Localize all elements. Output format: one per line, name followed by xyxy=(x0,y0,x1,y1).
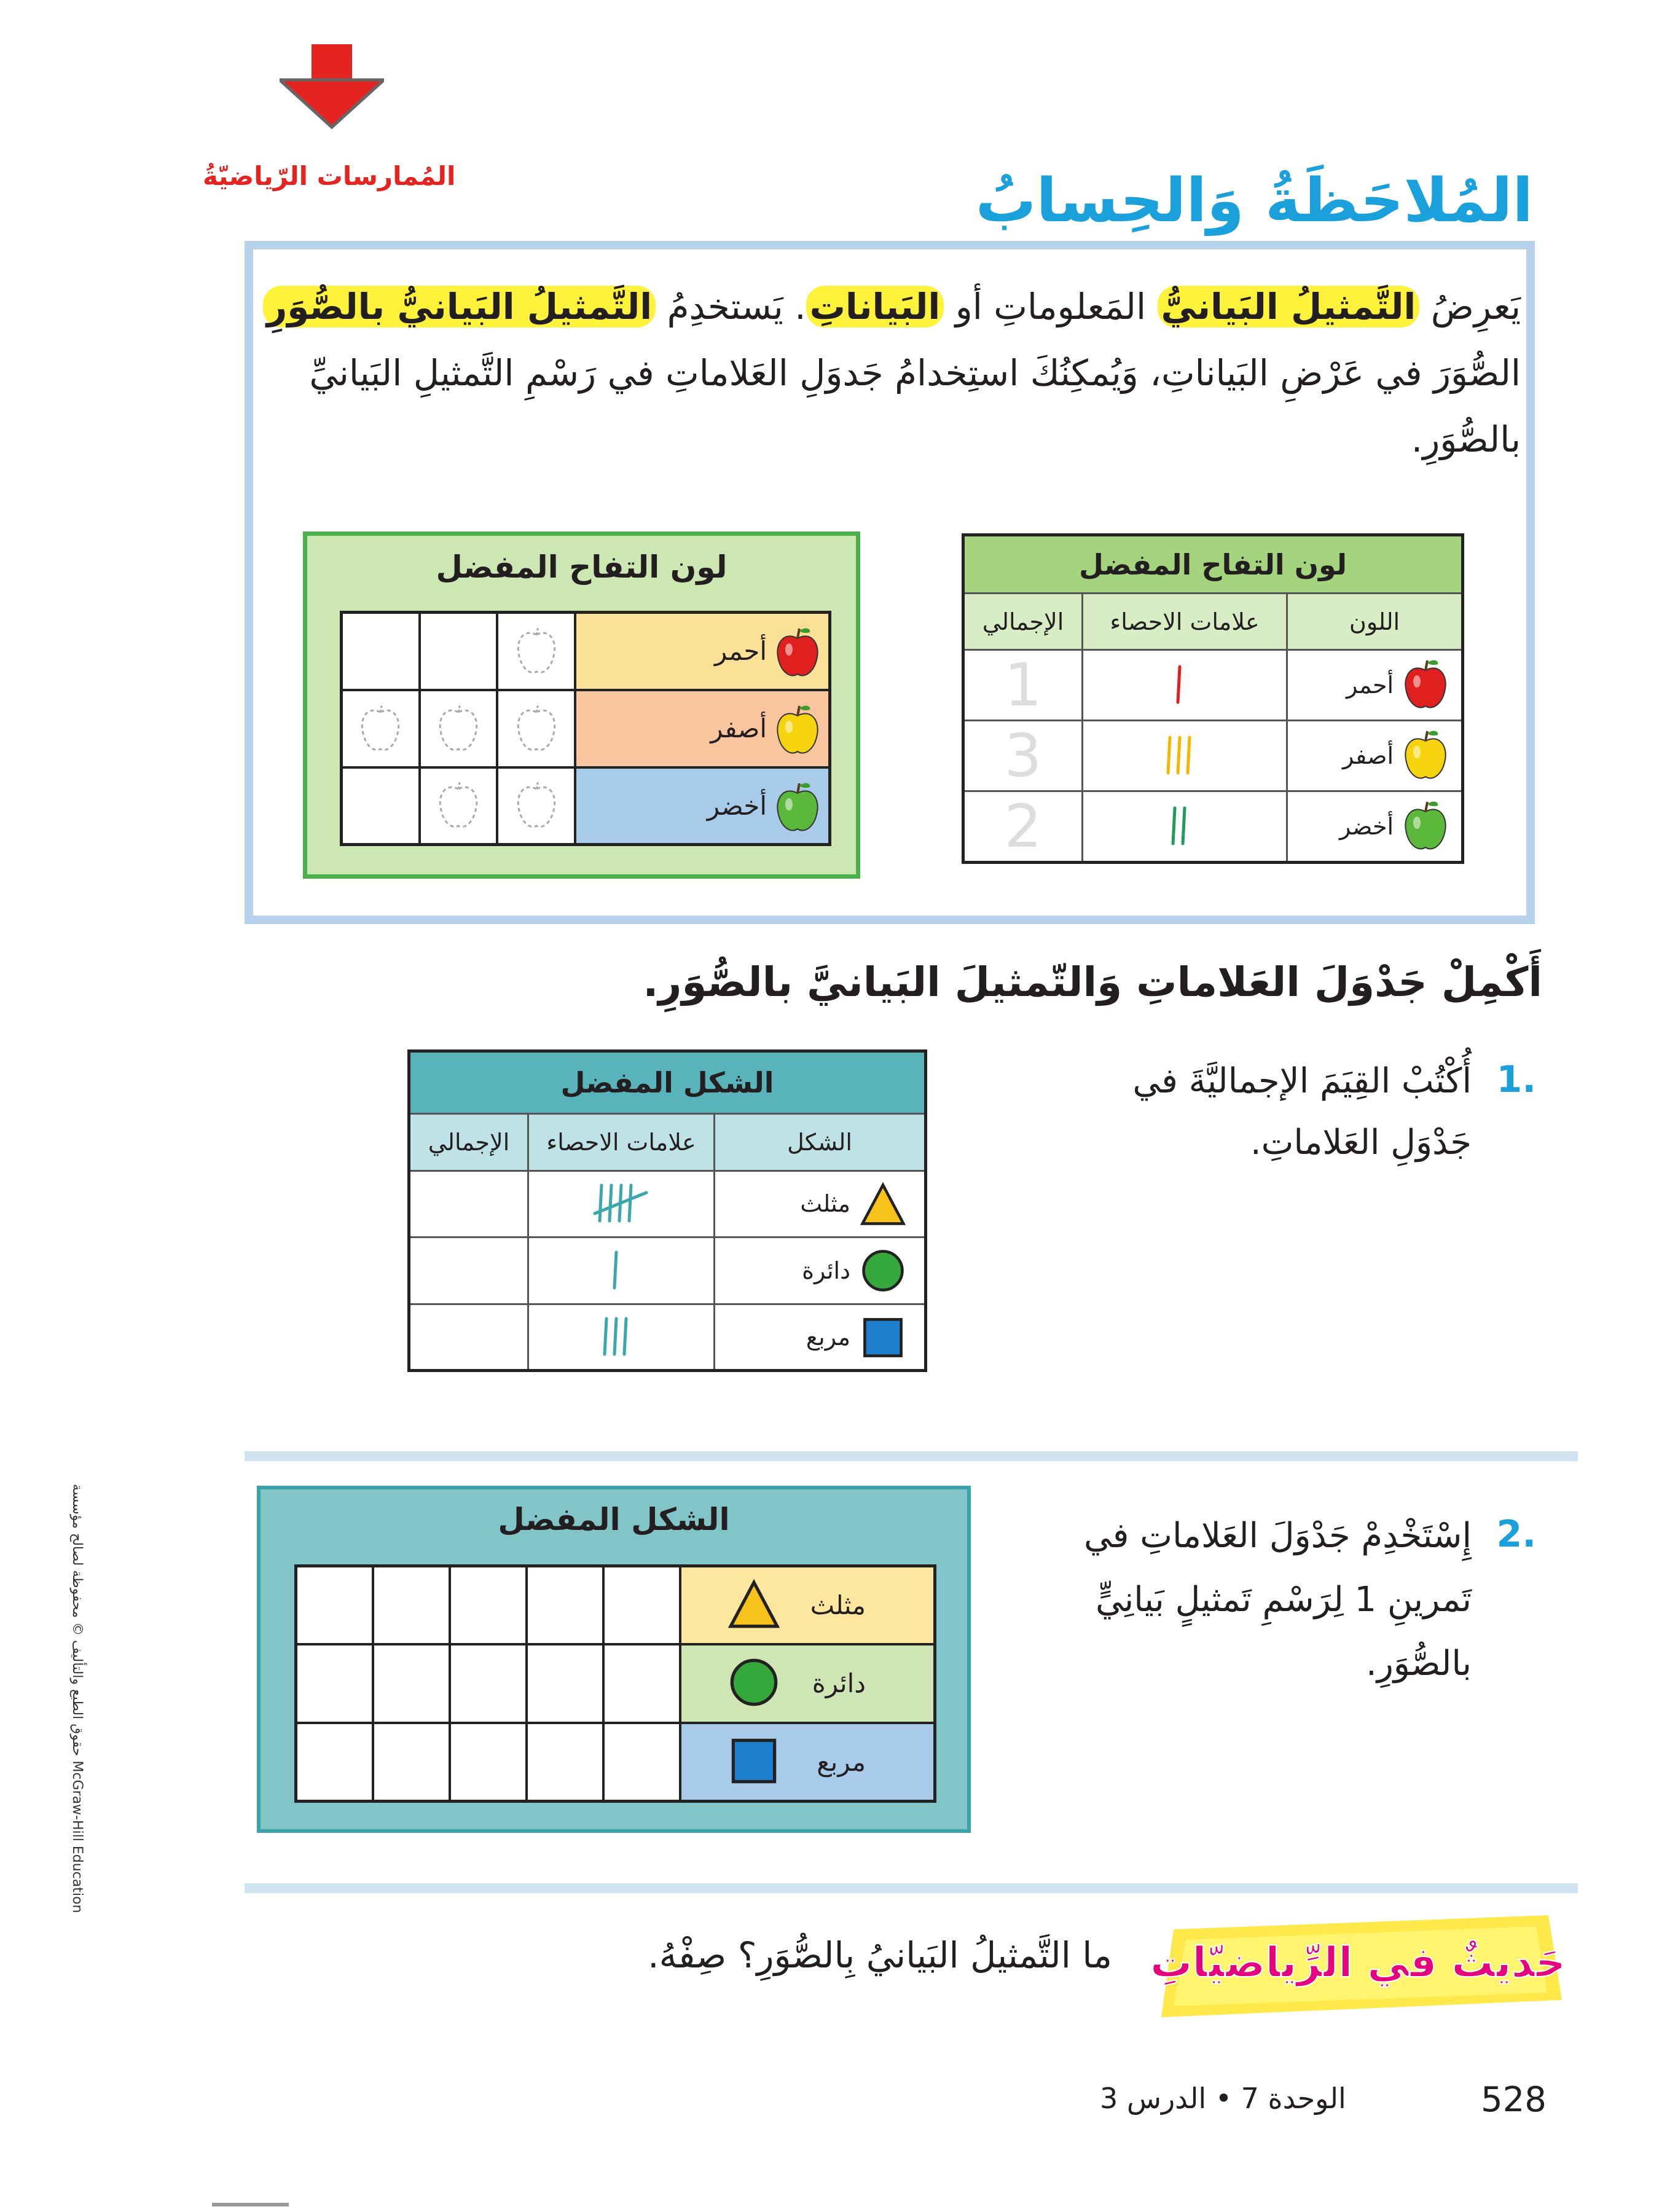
apple-tally-row xyxy=(963,791,1463,863)
shape-graph-grid xyxy=(294,1564,936,1803)
intro-text-part: يَعرِضُ xyxy=(1419,286,1521,327)
exercise-2-text: إِسْتَخْدِمْ جَدْوَلَ العَلاماتِ في تَمرينِ 1 لِرَسْمِ تَمثيلٍ بَيانِيٍّ بالصُّوَرِ. xyxy=(1083,1516,1472,1684)
tally-marks xyxy=(528,1237,715,1304)
shape-graph-row xyxy=(296,1644,935,1723)
column-header-color: اللون xyxy=(1287,594,1463,650)
empty-picture-cell[interactable] xyxy=(603,1566,680,1645)
bottom-divider xyxy=(212,2203,289,2206)
empty-picture-cell[interactable] xyxy=(450,1566,527,1645)
vocab-term-data: البَياناتِ xyxy=(806,286,944,327)
math-talk-badge xyxy=(1149,1908,1567,2025)
shape-picture-graph xyxy=(257,1486,971,1833)
square-icon xyxy=(860,1315,906,1366)
row-label-cell xyxy=(680,1644,935,1723)
shape-tally-title: الشكل المفضل xyxy=(409,1051,926,1114)
shape-tally-row xyxy=(409,1171,926,1237)
column-header-total: الإجمالي xyxy=(963,594,1083,650)
empty-picture-cell[interactable] xyxy=(527,1566,603,1645)
row-label: أصفر xyxy=(1342,742,1394,769)
tally-marks xyxy=(1083,721,1287,791)
apple-tally-row xyxy=(963,721,1463,791)
math-practices-label: المُمارسات الرّياضيّةُ xyxy=(203,161,456,191)
empty-picture-cell[interactable] xyxy=(373,1644,450,1723)
row-label-cell xyxy=(1287,650,1463,721)
square-icon xyxy=(728,1735,780,1793)
exercise-1-text: أُكْتُبْ القِيَمَ الإجماليَّةَ في جَدْوَلِ العَلاماتِ. xyxy=(1132,1061,1472,1163)
circle-icon xyxy=(860,1248,906,1299)
tally-marks xyxy=(1083,650,1287,721)
shape-graph-title: الشكل المفضل xyxy=(498,1502,730,1537)
red-apple-icon xyxy=(1402,657,1449,716)
intro-text-part: . يَستخدِمُ xyxy=(656,286,806,327)
row-label-cell xyxy=(575,690,830,767)
row-label: أصفر xyxy=(710,713,767,743)
page-title: المُلاحَظَةُ وَالحِسابُ xyxy=(975,166,1533,236)
column-header-total: الإجمالي xyxy=(409,1114,528,1171)
yellow-apple-icon xyxy=(1402,728,1449,787)
column-header-tally: علامات الاحصاء xyxy=(1083,594,1287,650)
apple-tally-title: لون التفاح المفضل xyxy=(963,535,1463,594)
picture-cell xyxy=(420,613,498,690)
row-label-cell xyxy=(1287,721,1463,791)
vocab-term-graph: التَّمثيلُ البَيانيُّ xyxy=(1158,286,1420,327)
circle-icon xyxy=(728,1657,780,1714)
tally-marks xyxy=(528,1304,715,1370)
picture-cell xyxy=(420,767,498,845)
vocab-term-picture-graph: التَّمثيلُ البَيانيُّ بالصُّوَرِ xyxy=(263,286,656,327)
row-label: أحمر xyxy=(1346,672,1394,699)
section-divider xyxy=(245,1451,1578,1461)
apple-graph-title: لون التفاح المفضل xyxy=(436,549,728,585)
row-label: أحمر xyxy=(714,636,767,667)
row-label-cell xyxy=(575,767,830,845)
row-label: أخضر xyxy=(707,790,767,821)
green-apple-icon xyxy=(1402,798,1449,858)
empty-picture-cell[interactable] xyxy=(603,1644,680,1723)
empty-picture-cell[interactable] xyxy=(296,1644,373,1723)
yellow-apple-icon xyxy=(774,702,821,763)
picture-cell xyxy=(420,690,498,767)
math-talk-question: ما التَّمثيلُ البَيانيُ بِالصُّوَرِ؟ صِفْهُ. xyxy=(648,1934,1112,1976)
empty-picture-cell[interactable] xyxy=(527,1723,603,1802)
picture-cell xyxy=(342,613,420,690)
apple-graph-row xyxy=(342,613,830,690)
exercise-1-number: 1. xyxy=(1496,1058,1536,1101)
row-label: مربع xyxy=(806,1323,850,1351)
row-label: مربع xyxy=(817,1746,866,1777)
row-label-cell xyxy=(715,1171,926,1237)
picture-cell xyxy=(342,690,420,767)
apple-tally-row xyxy=(963,650,1463,721)
picture-cell xyxy=(497,767,575,845)
empty-picture-cell[interactable] xyxy=(373,1723,450,1802)
row-label: مثلث xyxy=(810,1590,866,1621)
row-label-cell xyxy=(575,613,830,690)
row-label-cell xyxy=(1287,791,1463,863)
instruction-heading: أَكْمِلْ جَدْوَلَ العَلاماتِ وَالتّمثيلَ البَيانيَّ بالصُّوَرِ. xyxy=(643,959,1542,1006)
total-cell: 1 xyxy=(963,650,1083,721)
row-label: دائرة xyxy=(812,1668,866,1699)
apple-tally-table xyxy=(962,533,1464,864)
row-label: دائرة xyxy=(802,1257,850,1284)
apple-picture-graph xyxy=(303,531,860,879)
apple-graph-row xyxy=(342,690,830,767)
lesson-info: الوحدة 7 • الدرس 3 xyxy=(1100,2082,1346,2115)
section-divider xyxy=(245,1883,1578,1893)
down-arrow-icon xyxy=(280,44,384,130)
shape-graph-row xyxy=(296,1723,935,1802)
triangle-icon xyxy=(860,1182,906,1233)
shape-graph-row xyxy=(296,1566,935,1645)
exercise-2-number: 2. xyxy=(1496,1513,1536,1556)
tally-marks xyxy=(1083,791,1287,863)
apple-graph-grid xyxy=(340,611,831,846)
total-cell: 2 xyxy=(963,791,1083,863)
total-answer-cell[interactable] xyxy=(409,1237,528,1304)
empty-picture-cell[interactable] xyxy=(373,1566,450,1645)
shape-tally-row xyxy=(409,1237,926,1304)
row-label-cell xyxy=(715,1237,926,1304)
empty-picture-cell[interactable] xyxy=(450,1644,527,1723)
math-talk-label: حَديثٌ في الرِّياضيّاتِ xyxy=(1150,1939,1566,1987)
intro-paragraph xyxy=(261,273,1521,473)
shape-tally-row xyxy=(409,1304,926,1370)
total-answer-cell[interactable] xyxy=(409,1304,528,1370)
row-label: مثلث xyxy=(800,1190,850,1218)
copyright-notice: حقوق الطبع والتأليف © محفوظة لصالح مؤسسة McGraw-Hill Education xyxy=(69,1484,85,1913)
shape-tally-table xyxy=(407,1049,927,1372)
intro-text-part: المَعلوماتِ أو xyxy=(944,286,1158,327)
picture-cell xyxy=(497,690,575,767)
empty-picture-cell[interactable] xyxy=(296,1566,373,1645)
empty-picture-cell[interactable] xyxy=(527,1644,603,1723)
tally-marks xyxy=(528,1171,715,1237)
empty-picture-cell[interactable] xyxy=(450,1723,527,1802)
column-header-tally: علامات الاحصاء xyxy=(528,1114,715,1171)
row-label-cell xyxy=(715,1304,926,1370)
page-number: 528 xyxy=(1481,2080,1547,2120)
total-cell: 3 xyxy=(963,721,1083,791)
red-apple-icon xyxy=(774,625,821,685)
empty-picture-cell[interactable] xyxy=(296,1723,373,1802)
picture-cell xyxy=(342,767,420,845)
triangle-icon xyxy=(728,1579,780,1636)
total-answer-cell[interactable] xyxy=(409,1171,528,1237)
row-label-cell xyxy=(680,1723,935,1802)
green-apple-icon xyxy=(774,780,821,840)
row-label-cell xyxy=(680,1566,935,1645)
apple-graph-row xyxy=(342,767,830,845)
row-label: أخضر xyxy=(1339,813,1394,840)
empty-picture-cell[interactable] xyxy=(603,1723,680,1802)
picture-cell xyxy=(497,613,575,690)
column-header-shape: الشكل xyxy=(715,1114,926,1171)
intro-text-part: الصُّوَرَ في عَرْضِ البَياناتِ، وَيُمكِنُكَ استِخدامُ جَدوَلِ العَلاماتِ في رَسْمِ التَّمثيلِ البَيانيِّ بالصُّوَرِ. xyxy=(309,352,1521,460)
